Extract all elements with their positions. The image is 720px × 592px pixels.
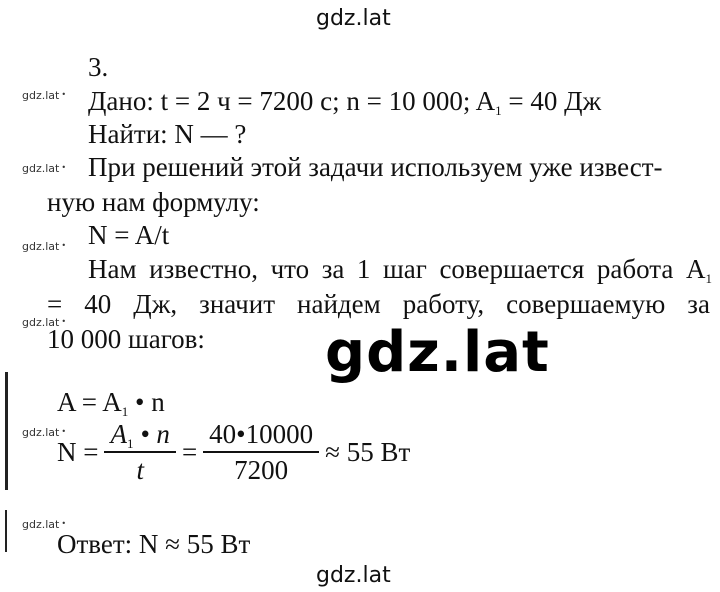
word: известно, <box>149 254 258 284</box>
formula-lhs: A = A <box>57 387 122 417</box>
word: совершаемую <box>506 289 666 319</box>
word: совершается <box>439 254 585 284</box>
watermark-small: gdz.lat • <box>22 162 66 175</box>
formula-power: N = A/t <box>88 220 170 250</box>
given-subscript: 1 <box>495 103 502 118</box>
word-with-subscript <box>685 254 712 286</box>
watermark-large: gdz.lat <box>325 320 550 385</box>
task-number: 3. <box>88 52 109 82</box>
paragraph-1-line-1 <box>88 154 710 181</box>
subscript: 1 <box>126 436 134 451</box>
word: за <box>687 289 710 319</box>
formula-result: ≈ 55 Вт <box>325 436 411 467</box>
fraction-denominator: t <box>136 455 144 486</box>
word: что <box>270 254 310 284</box>
word: работа <box>596 254 674 284</box>
formula-power-calc <box>57 420 410 485</box>
word: 40 <box>84 289 112 319</box>
word: A <box>685 254 706 284</box>
fraction-symbolic <box>104 420 175 485</box>
formula-lhs: N = <box>57 436 99 467</box>
word: = <box>47 289 63 319</box>
word: Нам <box>88 254 137 284</box>
word: найдем <box>297 289 381 319</box>
scan-edge-line <box>5 510 7 552</box>
footer-site-name: gdz.lat <box>316 563 391 588</box>
given-values: t = 2 ч = 7200 с; n = 10 000; A <box>160 86 496 116</box>
header-site-name: gdz.lat <box>316 6 391 31</box>
variable: A <box>110 419 127 449</box>
find-line: Найти: N — ? <box>88 119 247 149</box>
word: значит <box>199 289 276 319</box>
answer-line: Ответ: N ≈ 55 Вт <box>57 529 251 559</box>
fraction-numeric <box>203 420 319 485</box>
subscript: 1 <box>121 404 129 419</box>
word: 1 <box>356 254 371 284</box>
paragraph-2-line-1 <box>88 254 712 286</box>
word: шаг <box>383 254 427 284</box>
given-label: Дано: <box>88 86 154 116</box>
paragraph-text: При решений этой задачи используем уже извест- <box>88 152 663 182</box>
word: Дж, <box>133 289 178 319</box>
variable: • n <box>133 419 170 449</box>
given-tail: = 40 Дж <box>501 86 602 116</box>
watermark-small: gdz.lat • <box>22 518 66 531</box>
fraction-numerator <box>104 420 175 453</box>
watermark-small: gdz.lat • <box>22 89 66 102</box>
fraction-numerator: 40•10000 <box>203 420 319 453</box>
subscript: 1 <box>705 271 712 286</box>
equals-sign: = <box>181 436 198 467</box>
fraction-denominator: 7200 <box>234 455 289 486</box>
word: за <box>321 254 345 284</box>
watermark-small: gdz.lat • <box>22 316 66 329</box>
word: работу, <box>402 289 485 319</box>
paragraph-1-line-2: ную нам формулу: <box>47 187 260 217</box>
paragraph-2-line-3: 10 000 шагов: <box>47 324 205 354</box>
given-line <box>88 86 602 118</box>
formula-tail: • n <box>128 387 165 417</box>
watermark-small: gdz.lat • <box>22 240 66 253</box>
paragraph-2-line-2 <box>47 291 710 318</box>
scan-edge-line <box>5 372 8 490</box>
formula-work <box>57 387 165 419</box>
watermark-small: gdz.lat • <box>22 426 66 439</box>
